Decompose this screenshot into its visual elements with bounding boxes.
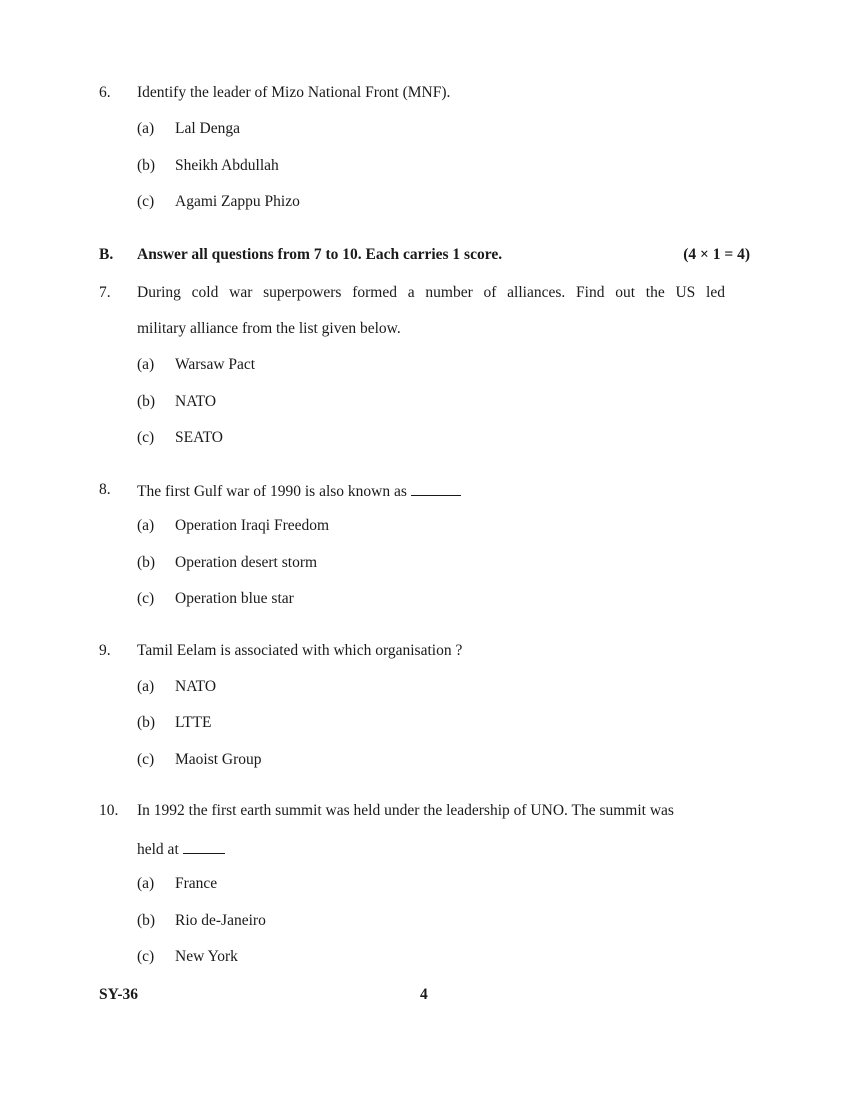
option-letter: (c) bbox=[137, 429, 155, 446]
option-text: Operation Iraqi Freedom bbox=[175, 517, 330, 534]
option-letter: (a) bbox=[137, 517, 155, 534]
question-text-line2 bbox=[137, 838, 225, 860]
option-letter: (c) bbox=[137, 590, 155, 607]
option-letter: (b) bbox=[137, 393, 156, 410]
section-marks: (4 × 1 = 4) bbox=[683, 246, 750, 263]
option-text: Operation desert storm bbox=[175, 554, 318, 571]
question-number: 8. bbox=[99, 481, 111, 498]
option-letter: (c) bbox=[137, 751, 155, 768]
option-letter: (b) bbox=[137, 554, 156, 571]
question-text bbox=[137, 480, 461, 502]
section-label: B. bbox=[99, 246, 114, 263]
option-text: Operation blue star bbox=[175, 590, 294, 607]
option-letter: (a) bbox=[137, 356, 155, 373]
section-instruction: Answer all questions from 7 to 10. Each carries 1 score. bbox=[137, 246, 503, 263]
option-text: France bbox=[175, 875, 218, 892]
option-text: NATO bbox=[175, 393, 217, 410]
question-number: 7. bbox=[99, 284, 111, 301]
question-text-line1: In 1992 the first earth summit was held under the leadership of UNO. The summit was bbox=[137, 802, 674, 819]
option-letter: (b) bbox=[137, 157, 156, 174]
answer-blank bbox=[183, 838, 225, 854]
question-text-line1: During cold war superpowers formed a number of alliances. Find out the US led bbox=[137, 284, 725, 301]
question-number: 10. bbox=[99, 802, 119, 819]
question-text: Identify the leader of Mizo National Front (MNF). bbox=[137, 84, 451, 101]
option-text: New York bbox=[175, 948, 238, 965]
option-letter: (b) bbox=[137, 912, 156, 929]
option-text: SEATO bbox=[175, 429, 223, 446]
option-text: Rio de-Janeiro bbox=[175, 912, 266, 929]
option-text: Warsaw Pact bbox=[175, 356, 256, 373]
option-text: LTTE bbox=[175, 714, 212, 731]
option-letter: (b) bbox=[137, 714, 156, 731]
paper-code: SY-36 bbox=[99, 986, 139, 1003]
option-text: Maoist Group bbox=[175, 751, 262, 768]
option-letter: (a) bbox=[137, 120, 155, 137]
question-text-content: The first Gulf war of 1990 is also known as bbox=[137, 483, 407, 500]
question-text-content: held at bbox=[137, 841, 179, 858]
option-text: Agami Zappu Phizo bbox=[175, 193, 300, 210]
page-number: 4 bbox=[420, 986, 428, 1003]
option-letter: (a) bbox=[137, 875, 155, 892]
question-text-line2: military alliance from the list given below. bbox=[137, 320, 401, 337]
question-text: Tamil Eelam is associated with which organisation ? bbox=[137, 642, 463, 659]
option-text: NATO bbox=[175, 678, 217, 695]
answer-blank bbox=[411, 480, 461, 496]
option-letter: (c) bbox=[137, 193, 155, 210]
option-text: Lal Denga bbox=[175, 120, 240, 137]
option-text: Sheikh Abdullah bbox=[175, 157, 279, 174]
question-number: 9. bbox=[99, 642, 111, 659]
option-letter: (c) bbox=[137, 948, 155, 965]
option-letter: (a) bbox=[137, 678, 155, 695]
question-number: 6. bbox=[99, 84, 111, 101]
